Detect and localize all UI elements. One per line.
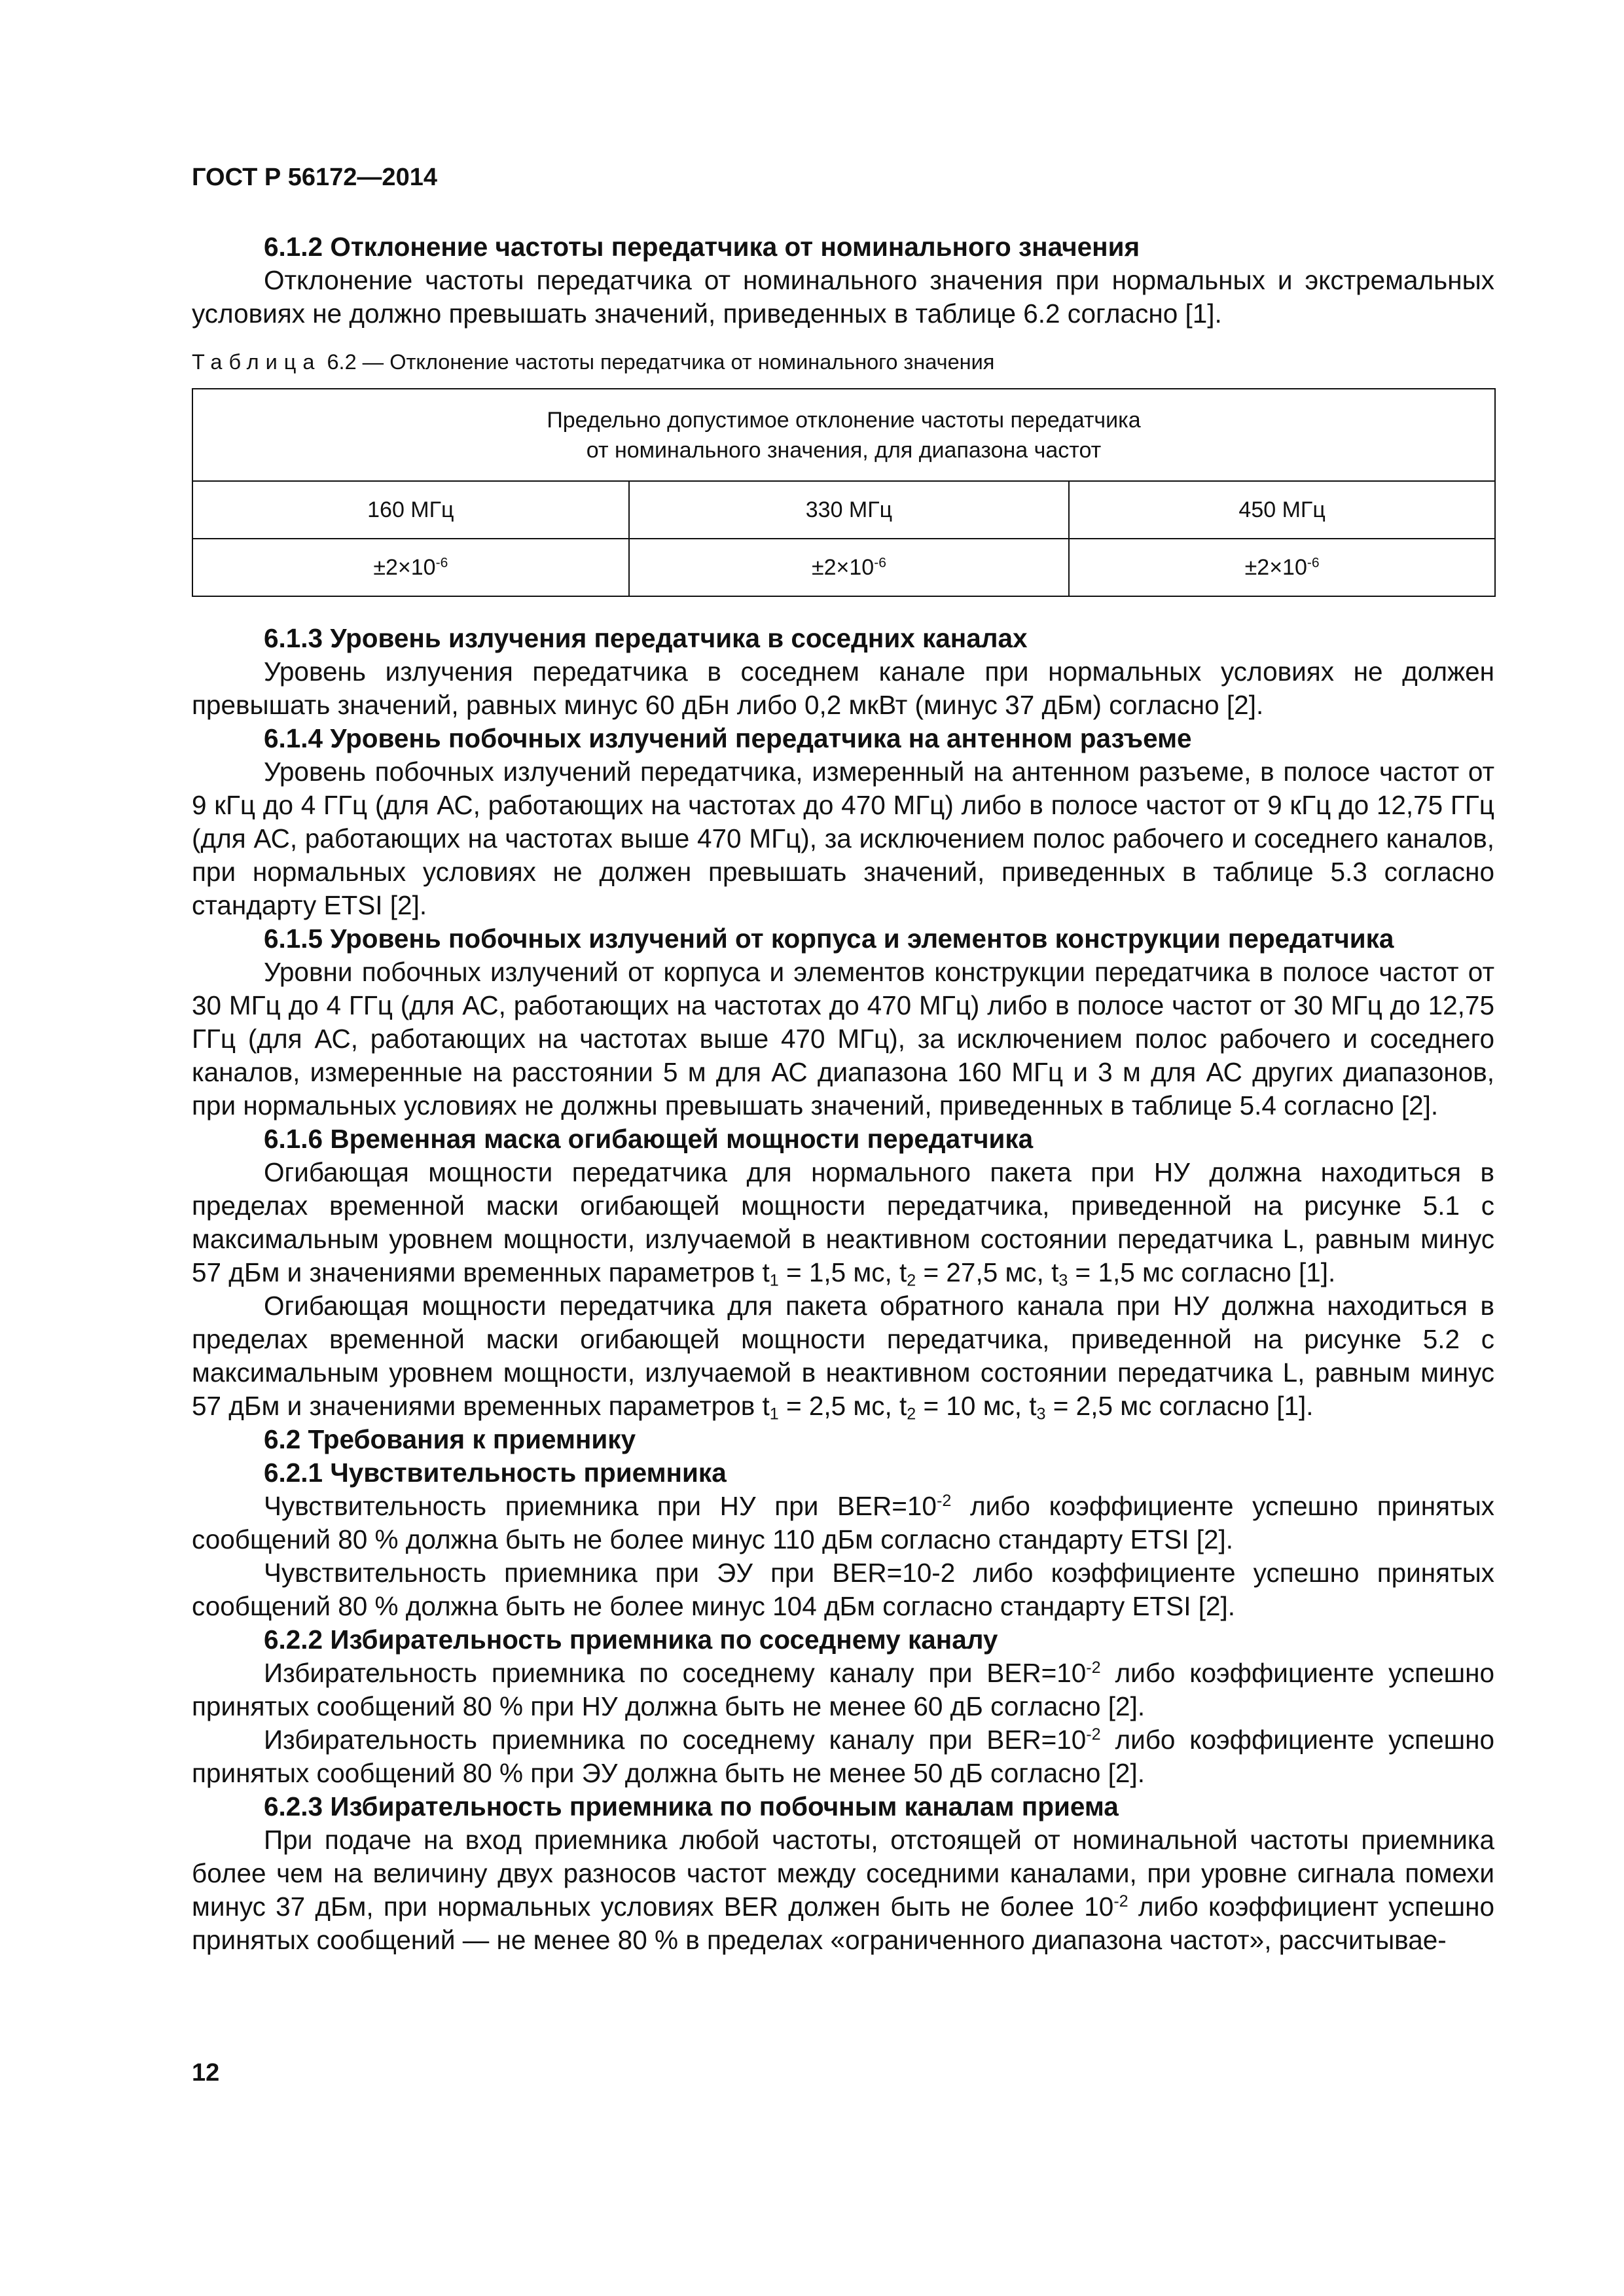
text-run: либо коэффициенте успешно принятых сообщений 80 % должна быть не более минус 110 дБм согласно стандарту ETSI [2].	[192, 1491, 1494, 1554]
superscript: -2	[1113, 1892, 1128, 1911]
section-6-1-6-paragraph-1	[192, 1156, 1494, 1289]
text-run: = 2,5 мс, t	[778, 1391, 907, 1421]
table-cell-freq: 160 МГц	[192, 481, 629, 539]
section-6-2-2-paragraph-1	[192, 1657, 1494, 1723]
value-exponent: -6	[435, 554, 448, 570]
section-6-1-5-title: 6.1.5 Уровень побочных излучений от корпуса и элементов конструкции передатчика	[264, 924, 1394, 954]
value-base: ±2×10	[811, 554, 875, 580]
text-run: = 1,5 мс, t	[778, 1257, 907, 1287]
subscript: 1	[769, 1271, 779, 1290]
section-6-1-4-title: 6.1.4 Уровень побочных излучений передатчика на антенном разъеме	[264, 723, 1192, 753]
superscript: -2	[936, 1492, 952, 1511]
section-6-1-3-paragraph: Уровень излучения передатчика в соседнем канале при нормальных условиях не должен превышать значений, равных минус 60 дБн либо 0,2 мкВт (минус 37 дБм) согласно [2].	[192, 656, 1494, 720]
frequency-deviation-table	[192, 388, 1496, 597]
text-run: либо коэффициенте успешно принятых сообщений 80 % при ЭУ должна быть не менее 50 дБ согласно [2].	[192, 1725, 1494, 1788]
text-run: = 27,5 мс, t	[916, 1257, 1059, 1287]
table-cell-value	[629, 539, 1070, 596]
text-run: Огибающая мощности передатчика для нормального пакета при НУ должна находиться в пределах временной маски огибающей мощности передатчика, приведенной на рисунке 5.1 с максимальным уровнем мощности, излучаемой в неактивном состоянии передатчика L, равным минус 57 дБм и значениями временных параметров t	[192, 1157, 1494, 1287]
superscript: -2	[1086, 1659, 1101, 1677]
table-cell-value	[1069, 539, 1495, 596]
superscript: -2	[1086, 1725, 1101, 1744]
table-row	[192, 481, 1495, 539]
section-6-2-2-title: 6.2.2 Избирательность приемника по соседнему каналу	[264, 1624, 998, 1655]
table-header-cell	[192, 389, 1495, 481]
subscript: 3	[1058, 1271, 1068, 1290]
section-6-2-3-title: 6.2.3 Избирательность приемника по побочным каналам приема	[264, 1791, 1119, 1821]
section-6-2-2-paragraph-2	[192, 1723, 1494, 1790]
section-6-1-2-title: 6.1.2 Отклонение частоты передатчика от номинального значения	[264, 232, 1140, 262]
table-cell-freq: 330 МГц	[629, 481, 1070, 539]
text-run: Чувствительность приемника при НУ при BER=10	[264, 1491, 937, 1521]
text-run: либо коэффициент успешно принятых сообщений — не менее 80 % в пределах «ограниченного диапазона частот», рассчитывае-	[192, 1892, 1494, 1955]
section-6-1-4-paragraph: Уровень побочных излучений передатчика, измеренный на антенном разъеме, в полосе частот от 9 кГц до 4 ГГц (для АС, работающих на частотах до 470 МГц) либо в полосе частот от 9 кГц до 12,75 ГГц (для АС, работающих на частотах выше 470 МГц), за исключением полос рабочего и соседнего каналов, при нормальных условиях не должен превышать значений, приведенных в таблице 5.3 согласно стандарту ETSI [2].	[192, 757, 1494, 920]
table-header-line: от номинального значения, для диапазона частот	[586, 437, 1102, 463]
table-caption-label: Таблица	[192, 350, 321, 374]
section-6-1-2-paragraph: Отклонение частоты передатчика от номинального значения при нормальных и экстремальных условиях не должно превышать значений, приведенных в таблице 6.2 согласно [1].	[192, 265, 1494, 329]
table-cell-value	[192, 539, 629, 596]
text-run: = 1,5 мс согласно [1].	[1068, 1257, 1336, 1287]
value-base: ±2×10	[373, 554, 436, 580]
text-run: При подаче на вход приемника любой частоты, отстоящей от номинальной частоты приемника более чем на величину двух разносов частот между соседними каналами, при уровне сигнала помехи минус 37 дБм, при нормальных условиях BER должен быть не более 10	[192, 1825, 1494, 1922]
document-header: ГОСТ Р 56172—2014	[192, 164, 437, 191]
document-body	[192, 230, 1494, 1957]
text-run: Избирательность приемника по соседнему каналу при BER=10	[264, 1658, 1087, 1688]
section-6-2-title: 6.2 Требования к приемнику	[264, 1424, 636, 1454]
section-6-2-1-title: 6.2.1 Чувствительность приемника	[264, 1458, 727, 1488]
table-caption	[192, 349, 1494, 375]
subscript: 1	[769, 1405, 779, 1424]
page-number: 12	[192, 2059, 220, 2087]
table-caption-text: 6.2 — Отклонение частоты передатчика от номинального значения	[321, 350, 995, 374]
section-6-1-5-paragraph: Уровни побочных излучений от корпуса и элементов конструкции передатчика в полосе частот от 30 МГц до 4 ГГц (для АС, работающих на частотах до 470 МГц) либо в полосе частот от 30 МГц до 12,75 ГГц (для АС, работающих на частотах выше 470 МГц), за исключением полос рабочего и соседнего каналов, измеренные на расстоянии 5 м для АС диапазона 160 МГц и 3 м для АС других диапазонов, при нормальных условиях не должны превышать значений, приведенных в таблице 5.4 согласно [2].	[192, 957, 1494, 1121]
subscript: 2	[907, 1405, 916, 1424]
subscript: 3	[1036, 1405, 1046, 1424]
section-6-2-3-paragraph	[192, 1823, 1494, 1957]
text-run: = 2,5 мс согласно [1].	[1045, 1391, 1314, 1421]
text-run: = 10 мс, t	[916, 1391, 1037, 1421]
text-run: Огибающая мощности передатчика для пакета обратного канала при НУ должна находиться в пределах временной маски огибающей мощности передатчика, приведенной на рисунке 5.2 с максимальным уровнем мощности, излучаемой в неактивном состоянии передатчика L, равным минус 57 дБм и значениями временных параметров t	[192, 1291, 1494, 1421]
text-run: Избирательность приемника по соседнему каналу при BER=10	[264, 1725, 1087, 1755]
value-exponent: -6	[1307, 554, 1320, 570]
value-base: ±2×10	[1244, 554, 1307, 580]
section-6-1-6-paragraph-2	[192, 1289, 1494, 1423]
section-6-2-1-paragraph-2: Чувствительность приемника при ЭУ при BER=10-2 либо коэффициенте успешно принятых сообщений 80 % должна быть не более минус 104 дБм согласно стандарту ETSI [2].	[192, 1558, 1494, 1621]
table-header-line: Предельно допустимое отклонение частоты передатчика	[547, 407, 1141, 433]
table-row	[192, 539, 1495, 596]
value-exponent: -6	[874, 554, 886, 570]
table-header-row	[192, 389, 1495, 481]
section-6-2-1-paragraph-1	[192, 1490, 1494, 1556]
text-run: либо коэффициенте успешно принятых сообщений 80 % при НУ должна быть не менее 60 дБ согласно [2].	[192, 1658, 1494, 1721]
subscript: 2	[907, 1271, 916, 1290]
table-cell-freq: 450 МГц	[1069, 481, 1495, 539]
section-6-1-6-title: 6.1.6 Временная маска огибающей мощности передатчика	[264, 1124, 1034, 1154]
section-6-1-3-title: 6.1.3 Уровень излучения передатчика в соседних каналах	[264, 623, 1028, 653]
